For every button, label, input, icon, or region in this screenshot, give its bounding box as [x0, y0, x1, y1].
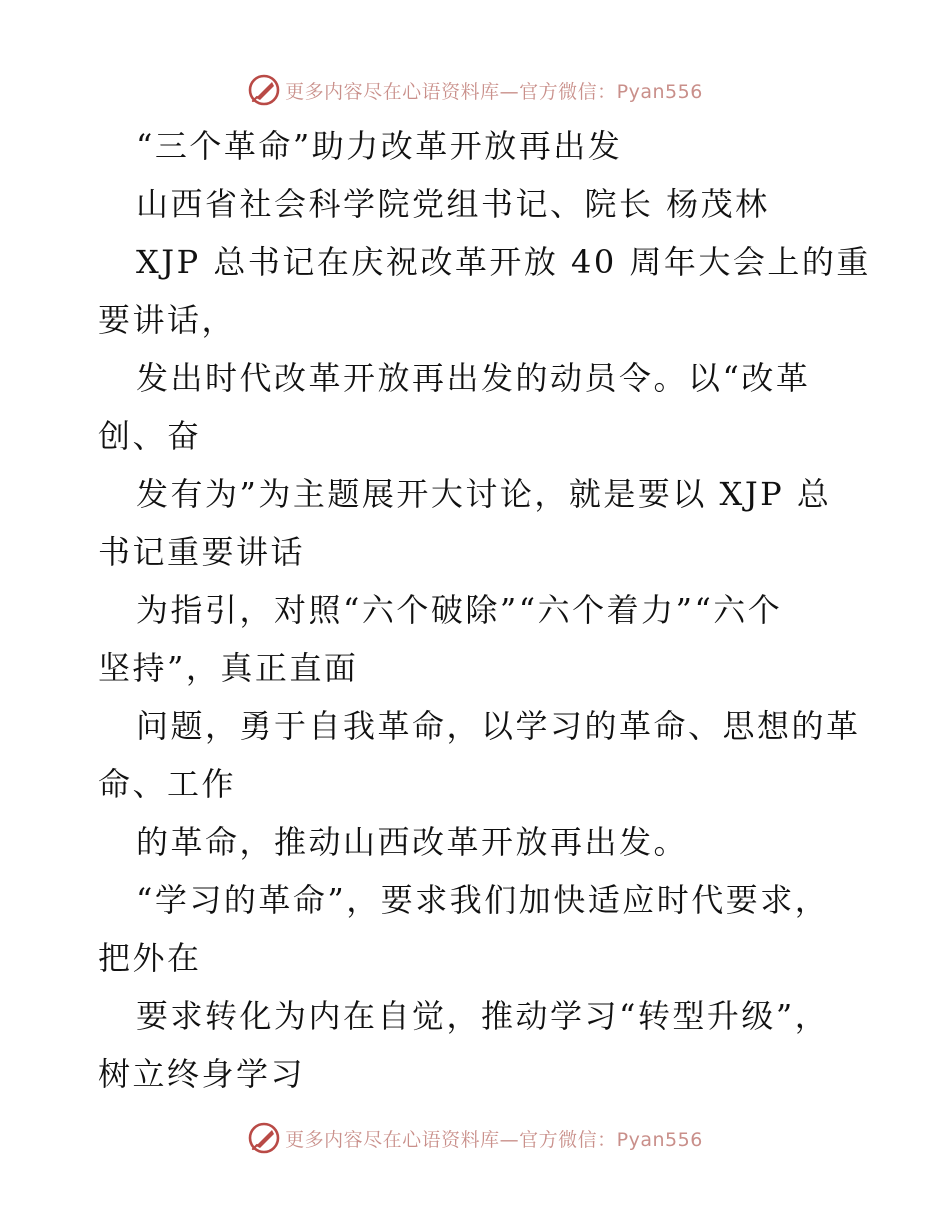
- paragraph-line: 的革命，推动山西改革开放再出发。: [136, 823, 689, 861]
- quill-logo-icon: [247, 1121, 281, 1155]
- paragraph-line: 问题，勇于自我革命，以学习的革命、思想的革: [136, 707, 861, 745]
- footer-watermark: [0, 1120, 950, 1156]
- paragraph-line: 命、工作: [98, 765, 237, 803]
- paragraph-line: 为指引，对照“六个破除”“六个着力”“六个: [136, 591, 783, 629]
- watermark-text: 更多内容尽在心语资料库—官方微信：Pyan556: [285, 1128, 703, 1151]
- paragraph-line: 发有为”为主题展开大讨论，就是要以 XJP 总: [136, 475, 832, 513]
- paragraph-line: 创、奋: [98, 417, 202, 455]
- paragraph-line: “学习的革命”，要求我们加快适应时代要求，: [136, 881, 830, 919]
- paragraph-line: 要求转化为内在自觉，推动学习“转型升级”，: [136, 997, 830, 1035]
- paragraph-line: 把外在: [98, 939, 202, 977]
- quill-logo-icon: [247, 73, 281, 107]
- paragraph-line: 坚持”，真正直面: [98, 649, 359, 687]
- watermark-text: 更多内容尽在心语资料库—官方微信：Pyan556: [285, 80, 703, 103]
- paragraph-line: 树立终身学习: [98, 1055, 306, 1093]
- document-title: “三个革命”助力改革开放再出发: [136, 127, 623, 165]
- paragraph-line: 要讲话，: [98, 301, 237, 339]
- author-line: 山西省社会科学院党组书记、院长 杨茂林: [136, 185, 770, 223]
- paragraph-line: 书记重要讲话: [98, 533, 306, 571]
- paragraph-line: XJP 总书记在庆祝改革开放 40 周年大会上的重: [136, 243, 871, 281]
- header-watermark: [0, 72, 950, 108]
- paragraph-line: 发出时代改革开放再出发的动员令。以“改革: [136, 359, 811, 397]
